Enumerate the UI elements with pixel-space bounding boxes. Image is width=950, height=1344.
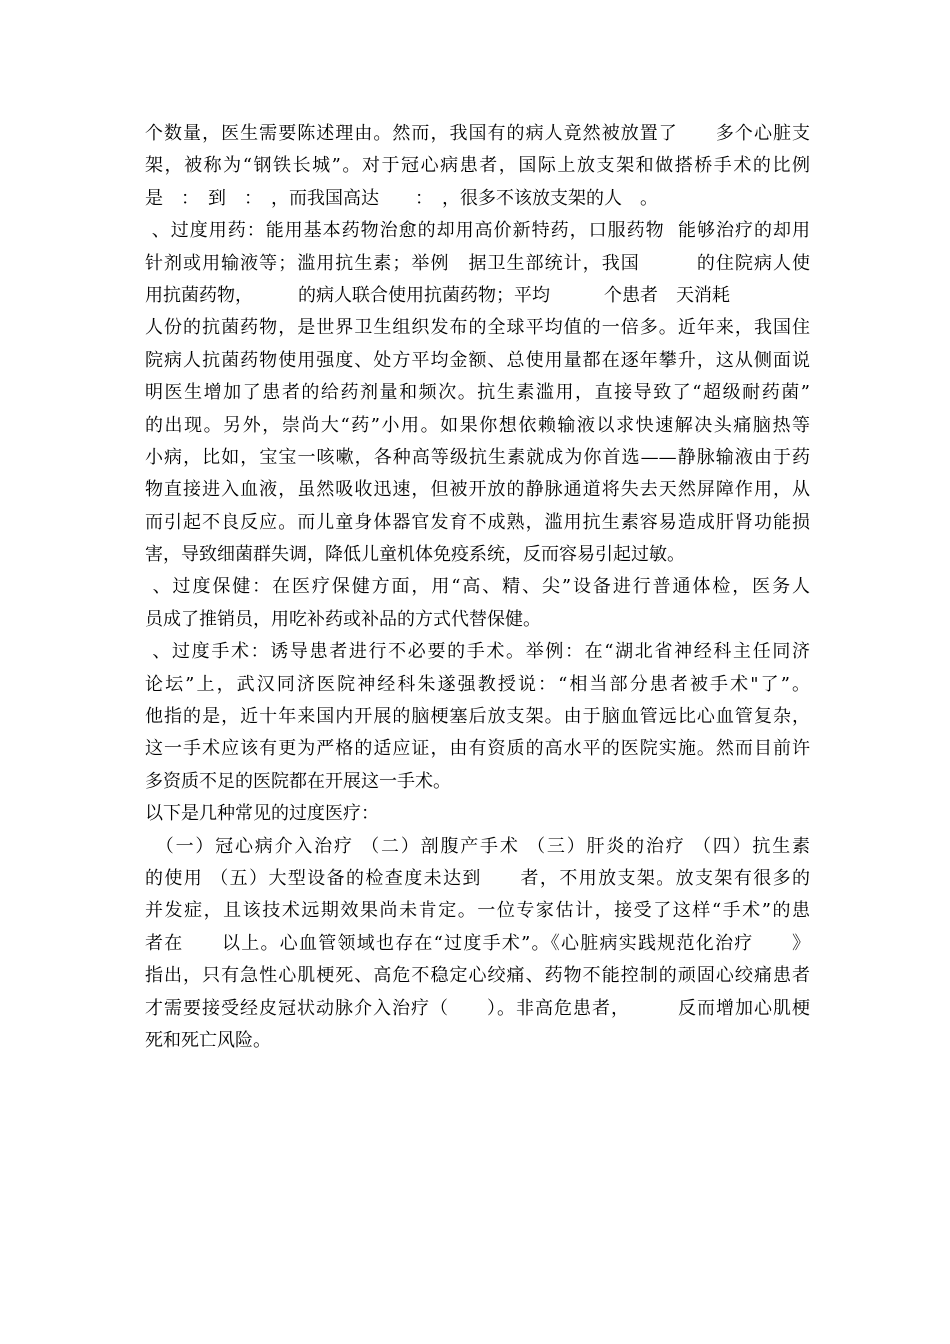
text-line: 个数量，医生需要陈述理由。然而，我国有的病人竟然被放置了 多个心脏支 [145, 123, 810, 144]
text-line: 害，导致细菌群失调，降低儿童机体免疫系统，反而容易引起过敏。 [145, 544, 685, 566]
text-line: 员成了推销员，用吃补药或补品的方式代替保健。 [145, 608, 541, 630]
text-line: 是 ： 到 ： ，而我国高达 ： ，很多不该放支架的人 。 [145, 187, 658, 209]
text-line: 者在 以上。心血管领域也存在“过度手术”。《心脏病实践规范化治疗 》 [145, 932, 810, 954]
text-line: 他指的是，近十年来国内开展的脑梗塞后放支架。由于脑血管远比心血管复杂， [145, 706, 810, 728]
text-line: 的使用 （五）大型设备的检查度未达到 者，不用放支架。放支架有很多的 [145, 867, 810, 889]
text-line: 并发症，且该技术远期效果尚未肯定。一位专家估计，接受了这样“手术”的患 [145, 900, 810, 922]
text-line: 而引起不良反应。而儿童身体器官发育不成熟，滥用抗生素容易造成肝肾功能损 [145, 511, 810, 533]
text-line: 以下是几种常见的过度医疗： [145, 803, 379, 825]
text-line: 明医生增加了患者的给药剂量和频次。抗生素滥用，直接导致了“超级耐药菌” [145, 382, 810, 404]
text-line: 人份的抗菌药物，是世界卫生组织发布的全球平均值的一倍多。近年来，我国住 [145, 317, 810, 339]
text-line: 架，被称为“钢铁长城”。对于冠心病患者，国际上放支架和做搭桥手术的比例 [145, 155, 810, 177]
text-line: 、过度保健：在医疗保健方面，用“高、精、尖”设备进行普通体检，医务人 [145, 576, 810, 598]
text-line: 多资质不足的医院都在开展这一手术。 [145, 770, 451, 792]
text-line: 才需要接受经皮冠状动脉介入治疗（ ）。非高危患者， 反而增加心肌梗 [145, 997, 810, 1019]
text-line: 用抗菌药物， 的病人联合使用抗菌药物；平均 个患者 天消耗 [145, 284, 730, 306]
text-line: 死和死亡风险。 [145, 1029, 271, 1051]
text-line: 、过度用药：能用基本药物治愈的却用高价新特药，口服药物 能够治疗的却用 [145, 220, 810, 242]
text-line: 针剂或用输液等；滥用抗生素；举例 据卫生部统计，我国 的住院病人使 [145, 252, 810, 274]
text-line: 、过度手术：诱导患者进行不必要的手术。举例：在“湖北省神经科主任同济 [145, 641, 810, 663]
text-line: 院病人抗菌药物使用强度、处方平均金额、总使用量都在逐年攀升，这从侧面说 [145, 349, 810, 371]
text-line: 论坛”上，武汉同济医院神经科朱遂强教授说：“相当部分患者被手术"了”。 [145, 673, 810, 695]
text-line: 小病，比如，宝宝一咳嗽，各种高等级抗生素就成为你首选——静脉输液由于药 [145, 446, 810, 468]
text-line: 的出现。另外，崇尚大“药”小用。如果你想依赖输液以求快速解决头痛脑热等 [145, 414, 810, 436]
text-line: 这一手术应该有更为严格的适应证，由有资质的高水平的医院实施。然而目前许 [145, 738, 810, 760]
document-body [145, 118, 810, 1057]
text-line: 指出，只有急性心肌梗死、高危不稳定心绞痛、药物不能控制的顽固心绞痛患者 [145, 965, 810, 987]
text-line: 物直接进入血液，虽然吸收迅速，但被开放的静脉通道将失去天然屏障作用，从 [145, 479, 810, 501]
text-line: （一）冠心病介入治疗 （二）剖腹产手术 （三）肝炎的治疗 （四）抗生素 [145, 835, 810, 857]
